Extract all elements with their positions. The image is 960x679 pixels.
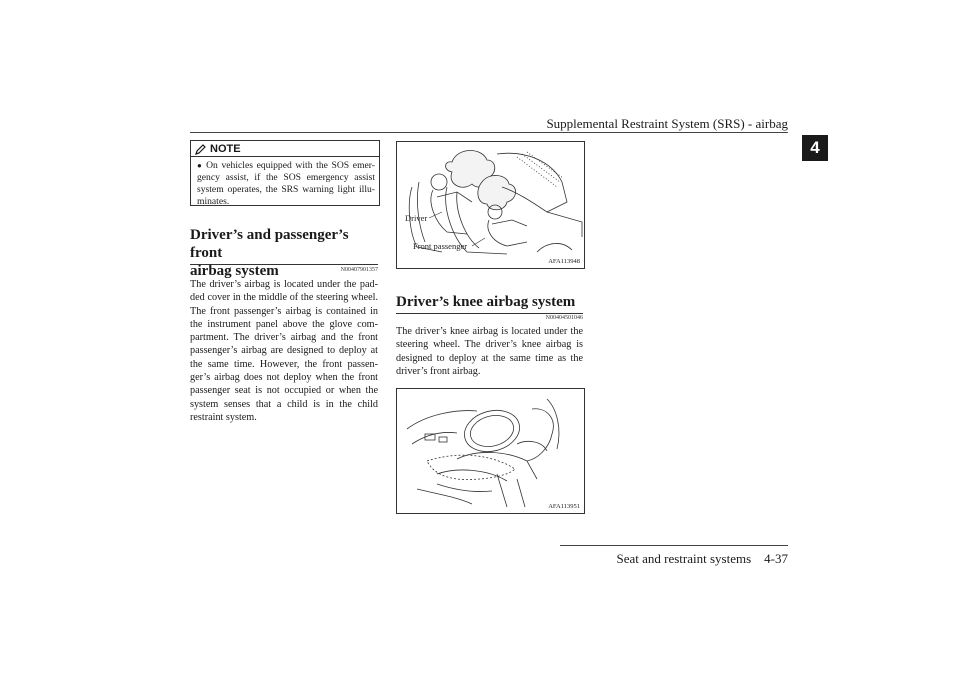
heading-rule xyxy=(190,264,378,265)
note-box xyxy=(190,140,380,206)
header-rule xyxy=(190,132,788,133)
note-label xyxy=(195,143,241,155)
note-text: On vehicles equipped with the SOS emer-gency assist, if the SOS emergency assist system operates, the SRS warning light illu-minates. xyxy=(197,160,375,207)
section-heading-knee-airbag: Driver’s knee airbag system xyxy=(396,294,576,310)
figure-code: AFA113948 xyxy=(548,258,580,265)
label-driver: Driver xyxy=(405,213,428,223)
section-code: N00407901357 xyxy=(340,267,378,273)
bullet-icon: ● xyxy=(197,161,204,170)
page-footer: Seat and restraint systems 4-37 xyxy=(616,551,788,566)
note-rule xyxy=(191,156,379,157)
page-header-title: Supplemental Restraint System (SRS) - airbag xyxy=(546,116,788,131)
pencil-icon xyxy=(195,144,207,155)
section-paragraph: The driver’s airbag is located under the pad-ded cover in the middle of the steering wheel. The front passenger’s airbag is contained in the instrument panel above the glove com-partment. The driver’s airbag and the front passenger’s airbag are designed to deploy at the same time. However, the front passen-ger’s airbag does not deploy when the front passenger seat is not occupied or when the system senses that a child is in the child restraint system. xyxy=(190,279,378,423)
note-label-text: NOTE xyxy=(210,143,241,155)
section-paragraph: The driver’s knee airbag is located under the steering wheel. The driver’s knee airbag is designed to deploy at the same time as the driver’s front airbag. xyxy=(396,326,583,377)
chapter-tab[interactable]: 4 xyxy=(802,135,828,161)
footer-rule xyxy=(560,545,788,546)
note-body xyxy=(197,160,375,208)
figure-knee-airbag xyxy=(396,388,585,514)
section-code: N00404501046 xyxy=(545,315,583,321)
heading-rule xyxy=(396,313,583,314)
figure-code: AFA113951 xyxy=(548,503,580,510)
label-front-passenger: Front passenger xyxy=(413,241,468,251)
heading-line-1: Driver’s and passenger’s front xyxy=(190,227,349,261)
figure-front-airbags xyxy=(396,141,585,269)
knee-airbag-illustration xyxy=(397,389,584,513)
heading-line-2: airbag system xyxy=(190,263,279,279)
